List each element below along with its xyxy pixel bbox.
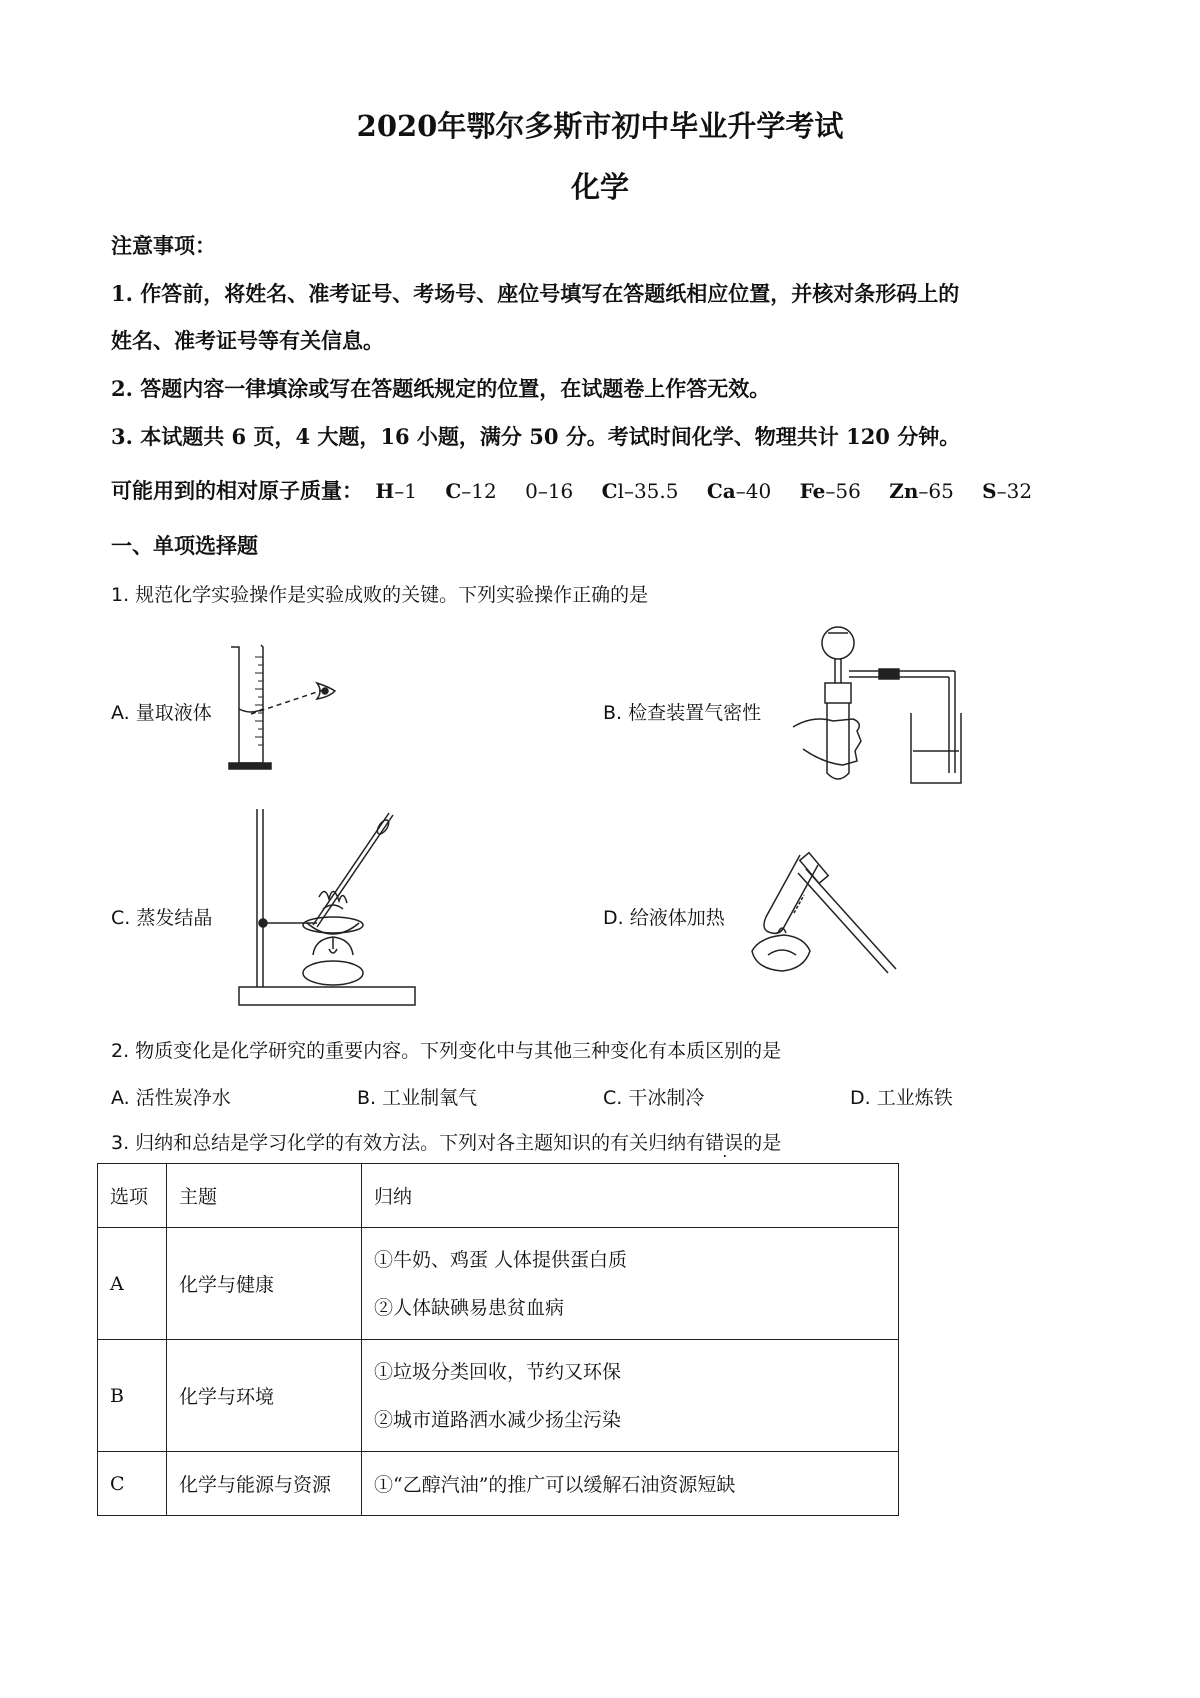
- table-cell-option: C: [98, 1452, 167, 1516]
- mass-zn: Zn–65: [889, 479, 954, 503]
- table-cell-summary: ①“乙醇汽油”的推广可以缓解石油资源短缺: [362, 1452, 899, 1516]
- note-line-1: 1. 作答前，将姓名、准考证号、考场号、座位号填写在答题纸相应位置，并核对条形码上的: [111, 281, 960, 306]
- mass-cl: Cl–35.5: [601, 479, 679, 503]
- q1-option-a: A. 量取液体: [111, 702, 212, 724]
- q1-option-b: B. 检查装置气密性: [603, 702, 762, 724]
- table-cell-topic: 化学与健康: [167, 1228, 362, 1340]
- q3-table: [97, 1163, 899, 1516]
- exam-title: 2020年鄂尔多斯市初中毕业升学考试: [356, 109, 844, 143]
- table-header-row: [98, 1164, 899, 1228]
- heating-test-tube-figure: [738, 833, 913, 993]
- note-line-3: 2. 答题内容一律填涂或写在答题纸规定的位置，在试题卷上作答无效。: [111, 376, 771, 401]
- table-row: [98, 1228, 899, 1340]
- graduated-cylinder-figure: [225, 643, 345, 778]
- q3-stem: 3. 归纳和总结是学习化学的有效方法。下列对各主题知识的有关归纳有错误的是: [111, 1128, 781, 1155]
- q2-option-d: D. 工业炼铁: [850, 1087, 953, 1109]
- q1-stem: 1. 规范化学实验操作是实验成败的关键。下列实验操作正确的是: [111, 584, 649, 606]
- table-cell-summary: ①垃圾分类回收，节约又环保 ②城市道路洒水减少扬尘污染: [362, 1340, 899, 1452]
- mass-h: H–1: [375, 479, 417, 503]
- q2-option-b: B. 工业制氧气: [357, 1087, 478, 1109]
- table-row: [98, 1340, 899, 1452]
- mass-c: C–12: [445, 479, 497, 503]
- q1-option-d: D. 给液体加热: [603, 907, 725, 929]
- mass-o: 0–16: [525, 479, 574, 503]
- table-cell-summary: ①牛奶、鸡蛋 人体提供蛋白质 ②人体缺碘易患贫血病: [362, 1228, 899, 1340]
- note-line-2: 姓名、准考证号等有关信息。: [111, 328, 384, 353]
- q1-option-c: C. 蒸发结晶: [111, 907, 213, 929]
- mass-fe: Fe–56: [799, 479, 861, 503]
- evaporation-apparatus-figure: [233, 805, 423, 1010]
- table-header-cell: 归纳: [362, 1164, 899, 1228]
- table-row: [98, 1452, 899, 1516]
- note-line-4: 3. 本试题共 6 页，4 大题，16 小题，满分 50 分。考试时间化学、物理共计 120 分钟。: [111, 424, 961, 449]
- q2-option-a: A. 活性炭净水: [111, 1087, 231, 1109]
- notes-heading: 注意事项：: [111, 233, 216, 258]
- atomic-mass-line: [111, 475, 1032, 505]
- atomic-mass-label: 可能用到的相对原子质量：: [111, 478, 363, 503]
- table-cell-topic: 化学与环境: [167, 1340, 362, 1452]
- mass-ca: Ca–40: [706, 479, 772, 503]
- q3-emphasis: 错误: [705, 1132, 744, 1154]
- table-cell-option: B: [98, 1340, 167, 1452]
- q2-stem: 2. 物质变化是化学研究的重要内容。下列变化中与其他三种变化有本质区别的是: [111, 1040, 782, 1062]
- table-header-cell: 选项: [98, 1164, 167, 1228]
- section-title: 一、单项选择题: [111, 533, 258, 558]
- table-cell-option: A: [98, 1228, 167, 1340]
- mass-s: S–32: [982, 479, 1033, 503]
- table-cell-topic: 化学与能源与资源: [167, 1452, 362, 1516]
- subject-title: 化学: [570, 170, 629, 204]
- q2-option-c: C. 干冰制冷: [603, 1087, 705, 1109]
- airtightness-apparatus-figure: [783, 623, 973, 788]
- table-header-cell: 主题: [167, 1164, 362, 1228]
